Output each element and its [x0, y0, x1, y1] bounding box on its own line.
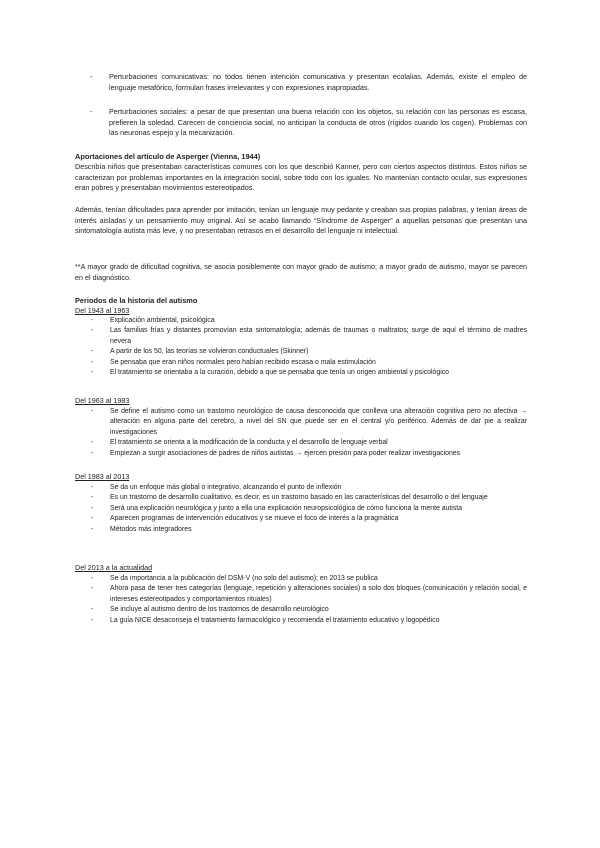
- period-list-1983: [75, 483, 527, 535]
- list-item: - Se incluye al autismo dentro de los trastornos de desarrollo neurológico: [91, 606, 329, 614]
- list-item: - A partir de los 50, las teorías se volvieron conductuales (Skinner): [91, 348, 309, 356]
- list-item: - Se pensaba que eran niños normales pero habían recibido escasa o mala estimulación: [91, 358, 376, 366]
- list-item: - Se define el autismo como un trastorno neurológico de causa desconocida que conlleva una alteración cognitiva pero no afectiva → alteración en alguna parte del cerebro, a nivel del SN que puede ser en el central y/o periférico. Además de dar pie a realizar investigaciones: [91, 408, 527, 436]
- bullet-text: Perturbaciones sociales: a pesar de que presentan una buena relación con los objetos, su relación con las personas es escasa, prefieren la soledad. Carecen de conciencia social, no anticipan la conducta de otros (rígidos cuando los cogen). Problemas con las neuronas espejo y la mecanización.: [109, 107, 527, 137]
- list-item: - La guía NICE desaconseja el tratamiento farmacológico y recomienda el tratamiento educativo y logopédico: [91, 616, 440, 624]
- asperger-paragraph-2: Además, tenían dificultades para aprender por imitación, tenían un lenguaje muy pedante y creaban sus propias palabras, y tenían áreas de interés aisladas y un pensamiento muy original. Así se acabó llamando “Síndrome de Asperger” a aquellas personas que presentan una sintomatología autista más leve, y no presentaban retrasos en el desarrollo del lenguaje ni intelectual.: [75, 205, 527, 235]
- asperger-paragraph-1: Describía niños que presentaban características comunes con los que describió Kanner, pero con ciertos aspectos distintos. Estos niños se caracterizan por problemas importantes en la integración social, sobre todo con los iguales. No mantenían contacto ocular, sus expresiones eran pobres y presentaban movimientos estereotipados.: [75, 162, 527, 192]
- period-title-2013: Del 2013 a la actualidad: [75, 563, 153, 572]
- list-item: - Explicación ambiental, psicológica: [91, 317, 215, 324]
- period-list-1943: [75, 316, 527, 378]
- list-item: - Ahora pasa de tener tres categorías (lenguaje, repetición y alteraciones sociales) a solo dos bloques (comunicación y relación social, e intereses estereotipados y comportamientos rituales): [91, 585, 527, 603]
- asperger-heading: Aportaciones del artículo de Asperger (Vienna, 1944): [75, 152, 261, 161]
- period-title-1943: Del 1943 al 1963: [75, 306, 130, 315]
- asperger-note: **A mayor grado de dificultad cognitiva, se asocia posiblemente con mayor grado de autismo; a mayor grado de autismo, mayor se parecen en el diagnóstico.: [75, 262, 527, 282]
- bullet-dash: -: [90, 72, 93, 81]
- intro-bullet-social: [75, 107, 527, 139]
- period-list-1963: [75, 407, 527, 459]
- list-item: - Se da un enfoque más global o integrativo, alcanzando el punto de inflexión: [91, 484, 342, 491]
- list-item: - Las familias frías y distantes promovían esta sintomatología; además de traumas o maltratos; surge de aquí el término de madres nevera: [91, 327, 527, 345]
- list-item: - Es un trastorno de desarrollo cualitativo, es decir, es un trastorno basado en las características del desarrollo o del lenguaje: [91, 494, 488, 502]
- bullet-dash: -: [90, 107, 93, 116]
- intro-bullet-communicative: [75, 72, 527, 93]
- list-item: - Se da importancia a la publicación del DSM-V (no solo del autismo); en 2013 se publica: [91, 575, 378, 582]
- list-item: - Empiezan a surgir asociaciones de padres de niños autistas → ejercen presión para poder realizar investigaciones: [91, 449, 461, 457]
- list-item: - Métodos más integradores: [91, 525, 192, 533]
- list-item: - Será una explicación neurológica y junto a ella una explicación neuropsicológica de cómo funciona la mente autista: [91, 504, 463, 512]
- history-heading: Periodos de la historia del autismo: [75, 296, 198, 305]
- period-list-2013: [75, 574, 527, 626]
- list-item: - El tratamiento se orientaba a la curación, debido a que se pensaba que tenía un origen ambiental y psicológico: [91, 369, 450, 377]
- period-title-1983: Del 1983 al 2013: [75, 472, 130, 481]
- bullet-text: Perturbaciones comunicativas: no todos tienen intención comunicativa y presentan ecolalias. Además, existe el empleo de lenguaje metafórico, formulan frases irrelevantes y con expresiones inapropiadas.: [109, 72, 527, 92]
- list-item: - El tratamiento se orienta a la modificación de la conducta y el desarrollo de lenguaje verbal: [91, 439, 388, 447]
- period-title-1963: Del 1963 al 1983: [75, 396, 130, 405]
- list-item: - Aparecen programas de intervención educativos y se mueve el foco de interés a la pragmática: [91, 515, 399, 523]
